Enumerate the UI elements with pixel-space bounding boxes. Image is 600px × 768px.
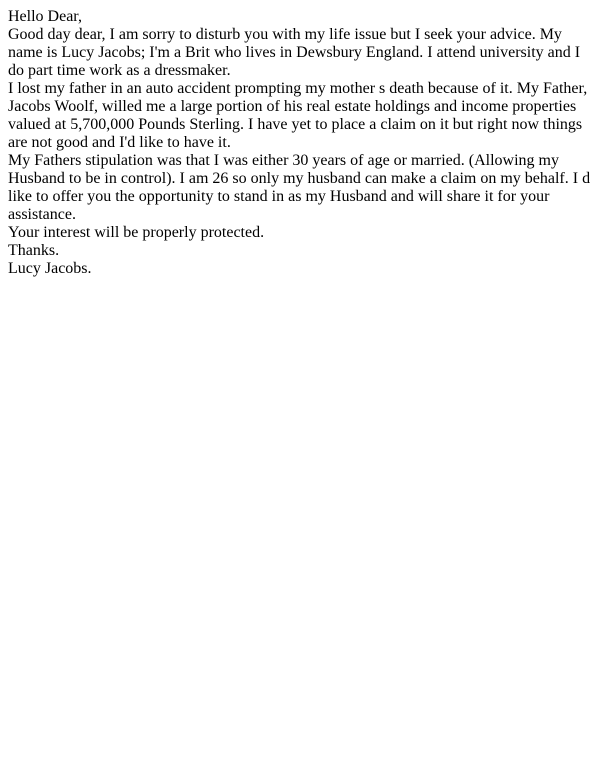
paragraph-line: My Fathers stipulation was that I was either 30 years of age or married. (Allowing my <box>8 152 559 169</box>
paragraph-line: Your interest will be properly protected. <box>8 224 265 241</box>
closing: Thanks. <box>8 242 60 259</box>
paragraph-line: Husband to be in control). I am 26 so only my husband can make a claim on my behalf. I d <box>8 170 591 187</box>
paragraph-assurance <box>8 224 592 242</box>
paragraph-line: assistance. <box>8 206 76 223</box>
paragraph-line: do part time work as a dressmaker. <box>8 62 231 79</box>
paragraph-inheritance <box>8 80 592 152</box>
paragraph-line: are not good and I'd like to have it. <box>8 134 231 151</box>
paragraph-line: I lost my father in an auto accident prompting my mother s death because of it. My Father, <box>8 80 588 97</box>
paragraph-line: Good day dear, I am sorry to disturb you with my life issue but I seek your advice. My <box>8 26 562 43</box>
paragraph-line: Jacobs Woolf, willed me a large portion of his real estate holdings and income properties <box>8 98 577 115</box>
paragraph-line: name is Lucy Jacobs; I'm a Brit who lives in Dewsbury England. I attend university and I <box>8 44 581 61</box>
greeting: Hello Dear, <box>8 8 82 25</box>
signature: Lucy Jacobs. <box>8 260 92 277</box>
email-body <box>8 8 592 278</box>
paragraph-line: valued at 5,700,000 Pounds Sterling. I have yet to place a claim on it but right now things <box>8 116 583 133</box>
paragraph-stipulation <box>8 152 592 224</box>
paragraph-line: like to offer you the opportunity to stand in as my Husband and will share it for your <box>8 188 550 205</box>
paragraph-intro <box>8 26 592 80</box>
